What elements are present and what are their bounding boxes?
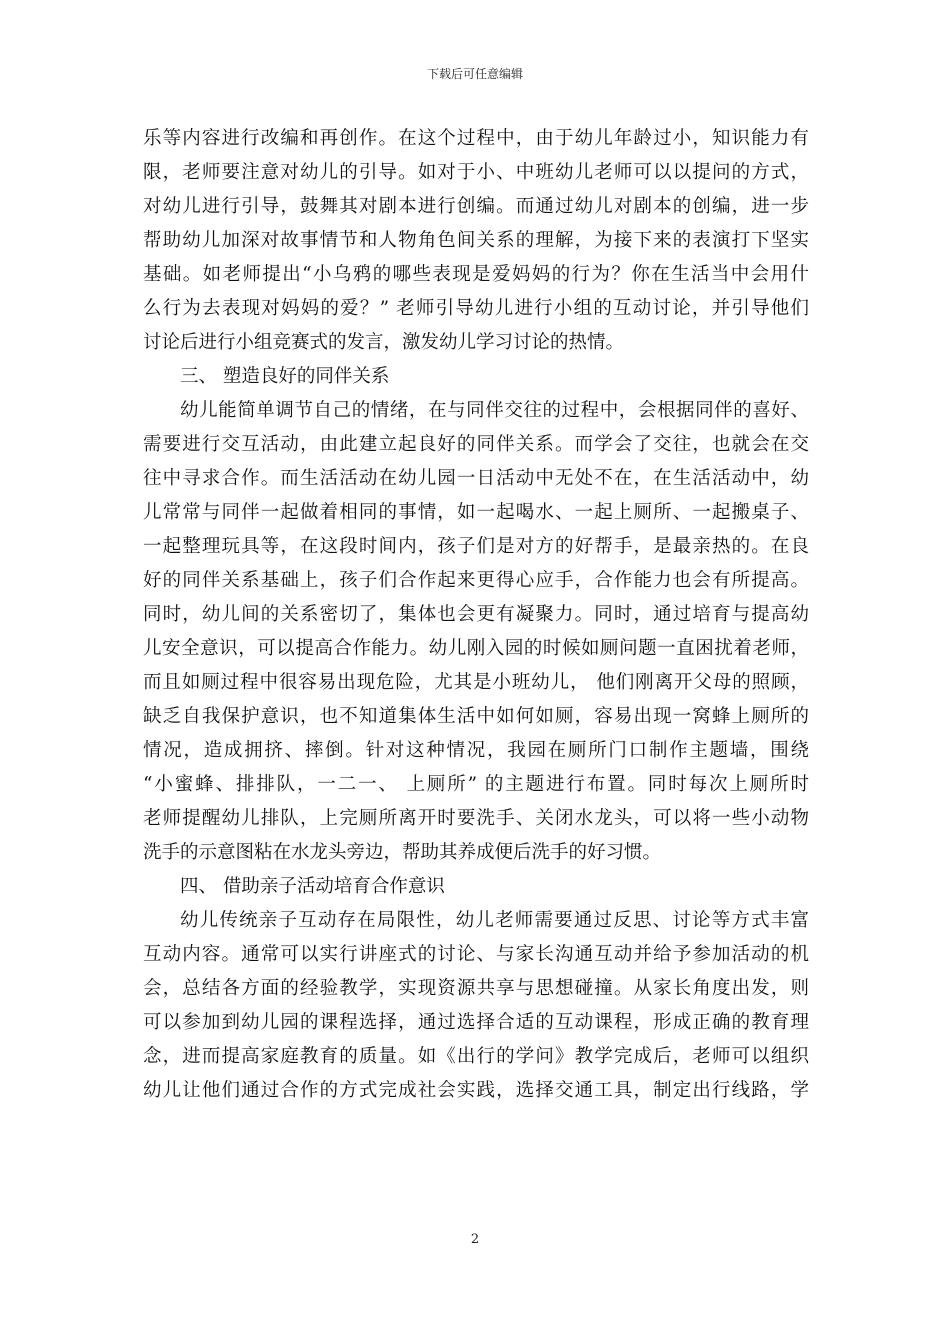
text-line: 互动内容。通常可以实行讲座式的讨论、与家长沟通互动并给予参加活动的机 xyxy=(143,944,809,965)
text-line: 儿安全意识，可以提高合作能力。幼儿刚入园的时候如厕问题一直困扰着老师， xyxy=(143,638,809,659)
document-body xyxy=(143,122,809,1108)
text-line: 幼儿传统亲子互动存在局限性，幼儿老师需要通过反思、讨论等方式丰富 xyxy=(180,910,809,931)
text-line: 幼儿让他们通过合作的方式完成社会实践，选择交通工具，制定出行线路，学 xyxy=(143,1080,809,1101)
page-header: 下载后可任意编辑 xyxy=(426,67,523,81)
section-heading: 四、 借助亲子活动培育合作意识 xyxy=(180,876,445,897)
text-line: 帮助幼儿加深对故事情节和人物角色间关系的理解，为接下来的表演打下坚实 xyxy=(143,230,809,251)
section-heading: 三、 塑造良好的同伴关系 xyxy=(180,366,390,387)
text-line: 缺乏自我保护意识，也不知道集体生活中如何如厕，容易出现一窝蜂上厕所的 xyxy=(143,706,809,727)
text-line: 对幼儿进行引导，鼓舞其对剧本进行创编。而通过幼儿对剧本的创编，进一步 xyxy=(143,196,809,217)
text-line: 老师提醒幼儿排队，上完厕所离开时要洗手、关闭水龙头，可以将一些小动物 xyxy=(143,808,809,829)
text-line: 基础。如老师提出“小乌鸦的哪些表现是爱妈妈的行为？你在生活当中会用什 xyxy=(143,264,809,285)
text-line: 幼儿能简单调节自己的情绪，在与同伴交往的过程中，会根据同伴的喜好、 xyxy=(180,400,809,421)
page-number: 2 xyxy=(470,1232,480,1247)
text-line: “小蜜蜂、排排队，一二一、 上厕所” 的主题进行布置。同时每次上厕所时 xyxy=(143,774,809,795)
text-line: 而且如厕过程中很容易出现危险，尤其是小班幼儿， 他们刚离开父母的照顾， xyxy=(143,672,809,693)
text-line: 可以参加到幼儿园的课程选择，通过选择合适的互动课程，形成正确的教育理 xyxy=(143,1012,809,1033)
text-line: 好的同伴关系基础上，孩子们合作起来更得心应手，合作能力也会有所提高。 xyxy=(143,570,809,591)
text-line: 会，总结各方面的经验教学，实现资源共享与思想碰撞。从家长角度出发，则 xyxy=(143,978,809,999)
text-line: 需要进行交互活动，由此建立起良好的同伴关系。而学会了交往，也就会在交 xyxy=(143,434,809,455)
text-line: 一起整理玩具等，在这段时间内，孩子们是对方的好帮手，是最亲热的。在良 xyxy=(143,536,809,557)
text-line: 念，进而提高家庭教育的质量。如《出行的学问》教学完成后，老师可以组织 xyxy=(143,1046,809,1067)
text-line: 么行为去表现对妈妈的爱？” 老师引导幼儿进行小组的互动讨论，并引导他们 xyxy=(143,298,809,319)
text-line: 限，老师要注意对幼儿的引导。如对于小、中班幼儿老师可以以提问的方式， xyxy=(143,162,809,183)
text-line: 往中寻求合作。而生活活动在幼儿园一日活动中无处不在，在生活活动中，幼 xyxy=(143,468,809,489)
text-line: 儿常常与同伴一起做着相同的事情，如一起喝水、一起上厕所、一起搬桌子、 xyxy=(143,502,809,523)
text-line: 乐等内容进行改编和再创作。在这个过程中，由于幼儿年龄过小，知识能力有 xyxy=(143,128,809,149)
text-line: 情况，造成拥挤、摔倒。针对这种情况，我园在厕所门口制作主题墙，围绕 xyxy=(143,740,809,761)
text-line: 洗手的示意图粘在水龙头旁边，帮助其养成便后洗手的好习惯。 xyxy=(143,842,662,863)
text-line: 讨论后进行小组竞赛式的发言，激发幼儿学习讨论的热情。 xyxy=(143,332,625,353)
text-line: 同时，幼儿间的关系密切了，集体也会更有凝聚力。同时，通过培育与提高幼 xyxy=(143,604,809,625)
